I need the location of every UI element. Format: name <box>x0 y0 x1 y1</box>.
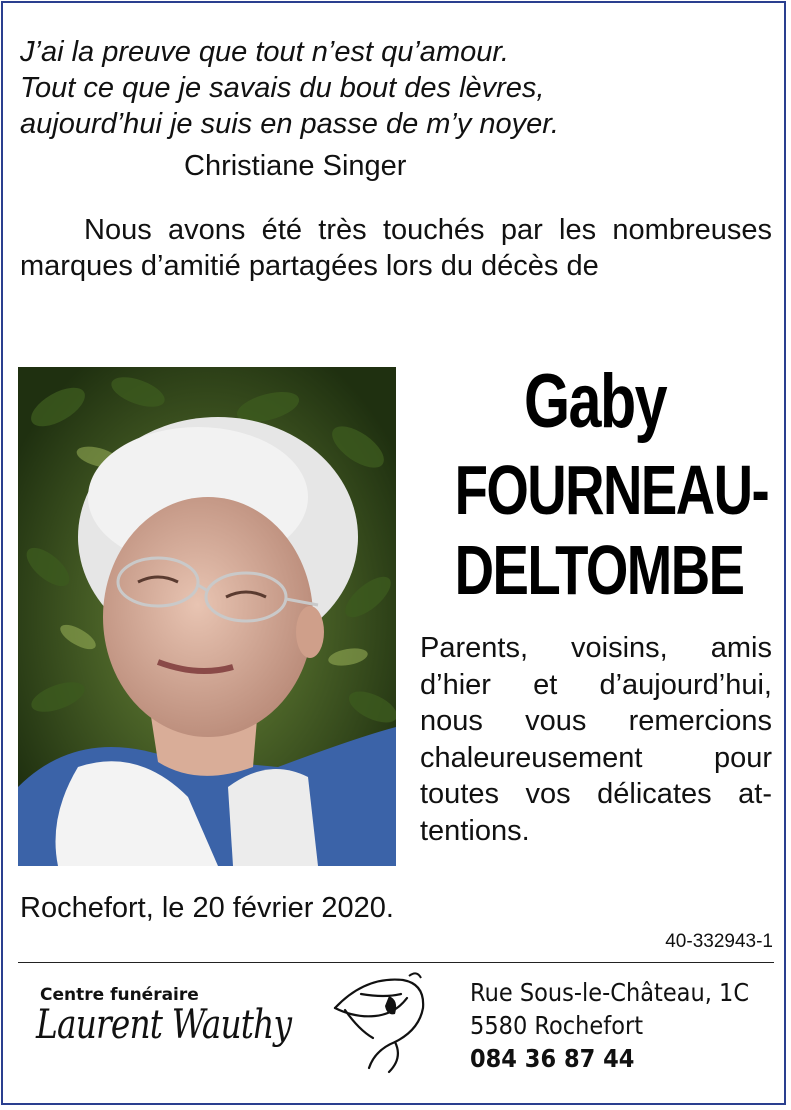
funeral-home-name: Laurent Wauthy <box>36 1002 292 1048</box>
address-city: 5580 Rochefort <box>470 1011 644 1040</box>
funeral-home-title: Centre funéraire <box>40 985 199 1005</box>
deceased-surname-line1: FOURNEAU- <box>454 451 769 529</box>
quote-line: aujourd’hui je suis en passe de m’y noyer. <box>20 108 559 140</box>
reference-number: 40-332943-1 <box>665 931 773 952</box>
thanks-line: d’hier et d’aujourd’hui, <box>420 668 772 701</box>
quote-line: J’ai la preuve que tout n’est qu’amour. <box>20 36 509 68</box>
quote <box>20 34 780 142</box>
deceased-surname-line2: DELTOMBE <box>454 531 744 609</box>
phone-number: 084 36 87 44 <box>470 1044 635 1073</box>
portrait-photo <box>18 367 396 866</box>
thanks-line: Parents, voisins, amis <box>420 632 772 664</box>
divider <box>18 962 774 963</box>
place-date: Rochefort, le 20 février 2020. <box>20 892 394 924</box>
thanks-paragraph <box>420 630 772 849</box>
calla-lily-logo-icon <box>325 968 445 1078</box>
intro-paragraph <box>20 212 772 284</box>
quote-author: Christiane Singer <box>184 150 407 182</box>
quote-line: Tout ce que je savais du bout des lèvres, <box>20 72 545 104</box>
intro-text: Nous avons été très touchés par les nombreuses marques d’amitié partagées lors du décès de <box>20 214 772 282</box>
address-street: Rue Sous-le-Château, 1C <box>470 978 750 1007</box>
funeral-home-address <box>470 976 749 1075</box>
thanks-line: tentions. <box>420 814 530 847</box>
thanks-line: nous vous remercions <box>420 705 772 737</box>
deceased-first-name: Gaby <box>523 359 667 444</box>
thanks-line: chaleureusement pour <box>420 741 772 774</box>
thanks-line: toutes vos délicates at- <box>420 778 772 810</box>
